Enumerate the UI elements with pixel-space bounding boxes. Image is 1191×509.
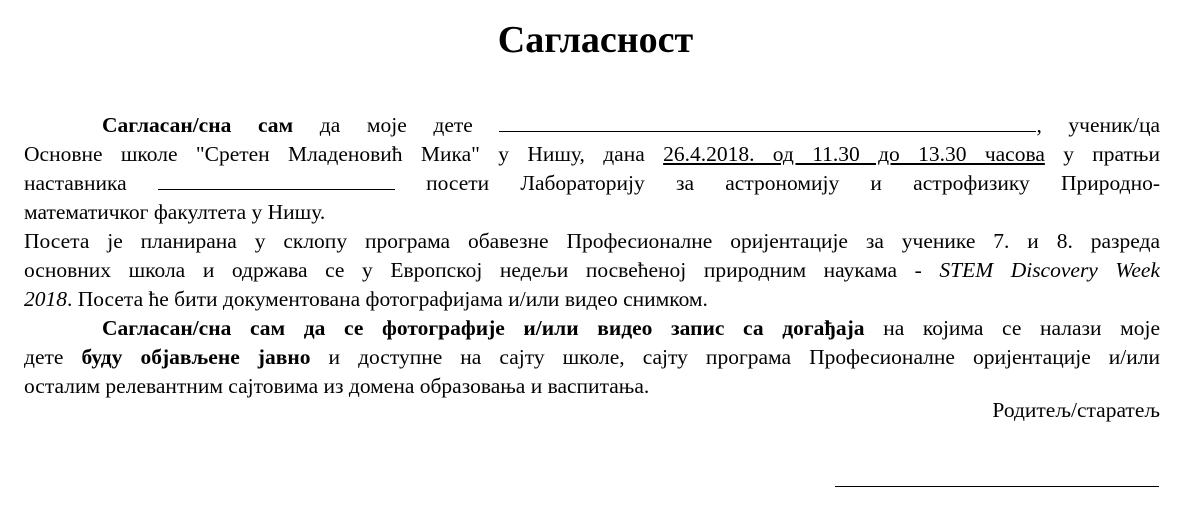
school-text: Основне школе "Сретен Младеновић Мика" у Нишу, дана [24, 142, 645, 166]
signature-line-field[interactable] [835, 486, 1159, 487]
document-body [24, 111, 1160, 401]
photo-consent-line-2 [24, 343, 1160, 372]
photo-consent-text-a: на којима се налази моје [883, 316, 1160, 340]
publish-publicly: буду објављене јавно [81, 345, 311, 369]
teacher-name-field[interactable] [158, 169, 395, 190]
info-line-3 [24, 285, 1160, 314]
lab-text: посети Лабораторију за астрономију и астрофизику Природно- [426, 171, 1160, 195]
visit-date-time: 26.4.2018. од 11.30 до 13.30 часова [663, 142, 1045, 166]
event-name: STEM Discovery Week [939, 258, 1160, 282]
consent-line-2 [24, 140, 1160, 169]
photo-consent-text-b: дете [24, 345, 64, 369]
child-name-field[interactable] [499, 111, 1036, 132]
teacher-text: наставника [24, 171, 127, 195]
photo-consent-line-1 [24, 314, 1160, 343]
photo-consent-text-c: и доступне на сајту школе, сајту програма Професионалне оријентације и/или [328, 345, 1160, 369]
photo-consent-lead: Сагласан/сна сам да се фотографије и/или видео запис са догађаја [102, 316, 865, 340]
consent-line-4 [24, 198, 1160, 227]
accompanied-text: у пратњи [1063, 142, 1160, 166]
document-title: Сагласност [497, 19, 694, 61]
faculty-text: математичког факултета у Нишу. [24, 200, 326, 224]
info-line-1 [24, 227, 1160, 256]
consent-line-3 [24, 169, 1160, 198]
photo-consent-line-3 [24, 372, 1160, 401]
info-text-3: . Посета ће бити документована фотографијама и/или видео снимком. [67, 287, 708, 311]
consent-text-student: , ученик/ца [1036, 113, 1160, 137]
info-line-2 [24, 256, 1160, 285]
info-text-2: основних школа и одржава се у Европској недељи посвећеној природним наукама - [24, 258, 922, 282]
photo-consent-text-d: осталим релевантним сајтовима из домена образовања и васпитања. [24, 374, 650, 398]
consent-text-child: да моје дете [319, 113, 473, 137]
consent-line-1 [24, 111, 1160, 140]
signature-label: Родитељ/старатељ [992, 398, 1160, 422]
info-text-1: Посета је планирана у склопу програма обавезне Професионалне оријентације за ученике 7. и 8. разреда [24, 229, 1160, 253]
event-year: 2018 [24, 287, 67, 311]
consent-lead: Сагласан/сна сам [102, 113, 294, 137]
